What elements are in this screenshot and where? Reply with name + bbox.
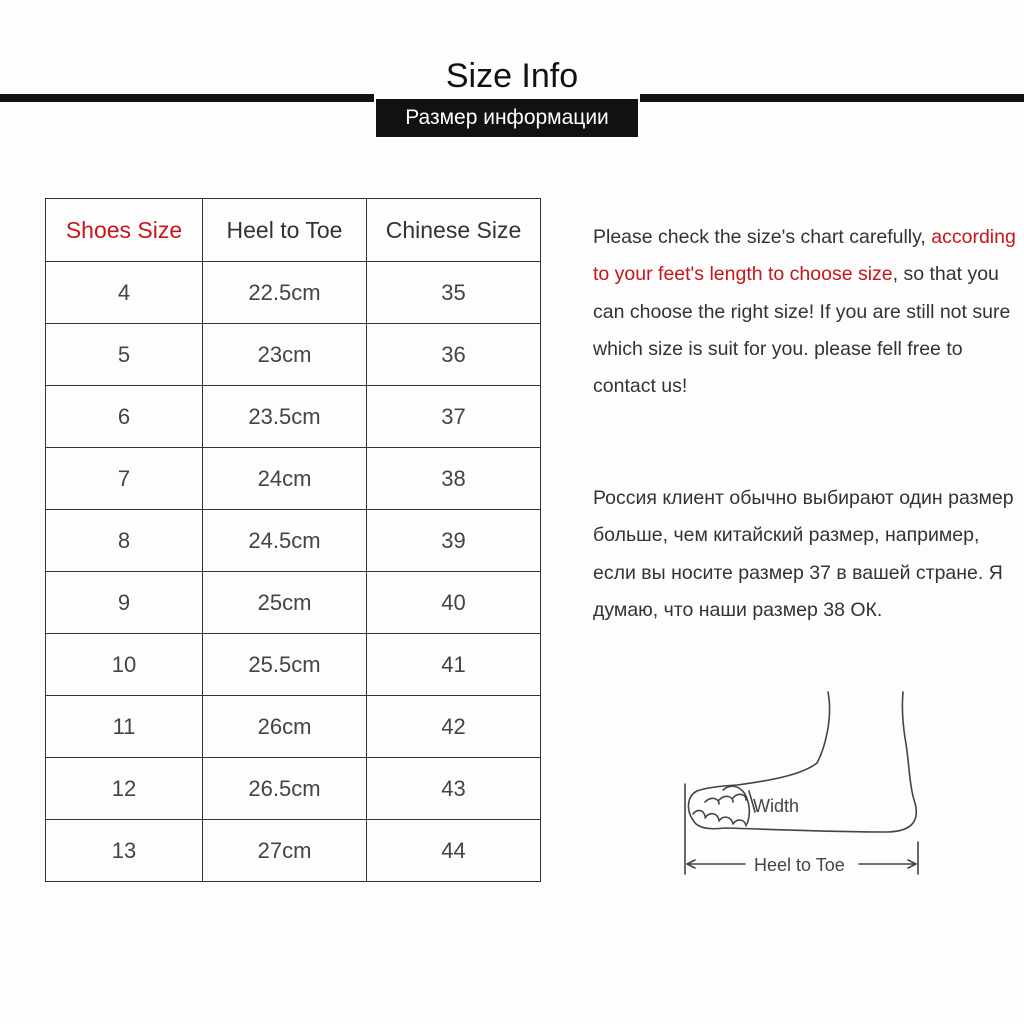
chinese-size-cell: 43 [367, 758, 541, 820]
shoes-size-cell: 13 [46, 820, 203, 882]
shoes-size-cell: 11 [46, 696, 203, 758]
page-subtitle: Размер информации [376, 99, 638, 137]
chinese-size-cell: 42 [367, 696, 541, 758]
shoes-size-cell: 5 [46, 324, 203, 386]
header-divider-right [640, 94, 1024, 102]
width-label: Width [753, 796, 800, 816]
column-header-heel-to-toe: Heel to Toe [203, 199, 367, 262]
heel-to-toe-cell: 25cm [203, 572, 367, 634]
chinese-size-cell: 41 [367, 634, 541, 696]
chinese-size-cell: 37 [367, 386, 541, 448]
table-row [46, 820, 541, 882]
toes-outline-icon [693, 794, 746, 826]
table-row [46, 634, 541, 696]
shoes-size-cell: 4 [46, 262, 203, 324]
shoes-size-cell: 7 [46, 448, 203, 510]
column-header-shoes-size: Shoes Size [46, 199, 203, 262]
heel-to-toe-cell: 27cm [203, 820, 367, 882]
table-row [46, 324, 541, 386]
heel-to-toe-cell: 25.5cm [203, 634, 367, 696]
table-row [46, 572, 541, 634]
table-row [46, 510, 541, 572]
chinese-size-cell: 35 [367, 262, 541, 324]
heel-to-toe-cell: 23.5cm [203, 386, 367, 448]
size-advice-highlight: according to your feet's length to choose size [593, 226, 1016, 286]
shoes-size-cell: 8 [46, 510, 203, 572]
table-header-row [46, 199, 541, 262]
shoes-size-cell: 10 [46, 634, 203, 696]
page-title: Size Info [445, 57, 579, 95]
chinese-size-cell: 39 [367, 510, 541, 572]
foot-outline-icon [688, 692, 916, 832]
heel-to-toe-cell: 26.5cm [203, 758, 367, 820]
chinese-size-cell: 38 [367, 448, 541, 510]
shoes-size-cell: 12 [46, 758, 203, 820]
shoes-size-cell: 6 [46, 386, 203, 448]
chinese-size-cell: 44 [367, 820, 541, 882]
length-arrow-left [687, 860, 745, 868]
heel-to-toe-label: Heel to Toe [754, 855, 845, 875]
heel-to-toe-cell: 24.5cm [203, 510, 367, 572]
size-advice-rest: , so that you can choose the right size! If you are still not sure which size is suit for you. please fell free to contact us! [593, 263, 1011, 398]
chinese-size-cell: 36 [367, 324, 541, 386]
russian-size-note: Россия клиент обычно выбирают один размер больше, чем китайский размер, например, если вы носите размер 37 в вашей стране. Я думаю, что наши размер 38 ОК. [593, 487, 1014, 621]
header-divider-left [0, 94, 374, 102]
heel-to-toe-cell: 22.5cm [203, 262, 367, 324]
heel-to-toe-cell: 23cm [203, 324, 367, 386]
table-row [46, 386, 541, 448]
foot-measurement-diagram [675, 688, 925, 888]
size-advice-intro: Please check the size's chart carefully, [593, 226, 926, 248]
length-arrow-right [859, 860, 916, 868]
table-row [46, 262, 541, 324]
size-advice-text [593, 219, 1018, 405]
table-row [46, 696, 541, 758]
heel-to-toe-cell: 24cm [203, 448, 367, 510]
size-chart-table [45, 198, 541, 882]
table-row [46, 448, 541, 510]
table-row [46, 758, 541, 820]
heel-to-toe-cell: 26cm [203, 696, 367, 758]
chinese-size-cell: 40 [367, 572, 541, 634]
column-header-chinese-size: Chinese Size [367, 199, 541, 262]
shoes-size-cell: 9 [46, 572, 203, 634]
